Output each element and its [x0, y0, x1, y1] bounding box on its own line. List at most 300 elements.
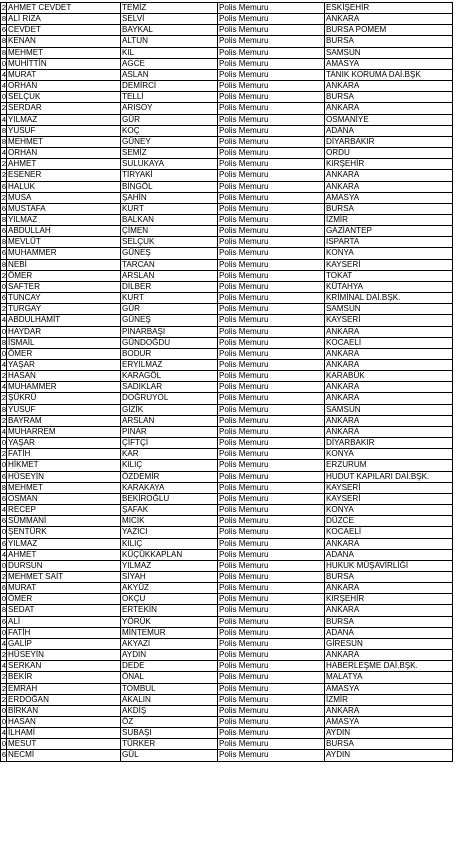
first-name-cell: ALİ — [7, 616, 121, 627]
title-cell: Polis Memuru — [218, 181, 325, 192]
location-cell: ANKARA — [325, 650, 453, 661]
first-name-cell: İLHAMİ — [7, 728, 121, 739]
row-number-cell: 0 — [1, 560, 6, 570]
first-name-cell: BİRKAN — [7, 705, 121, 716]
table-row — [1, 616, 453, 627]
table-row — [1, 259, 453, 270]
first-name-cell: YUSUF — [7, 125, 121, 136]
table-row — [1, 337, 453, 348]
title-cell: Polis Memuru — [218, 192, 325, 203]
table-row — [1, 114, 453, 125]
first-name-cell: MEHMET SAİT — [7, 571, 121, 582]
last-name-cell: MİNTEMUR — [121, 627, 218, 638]
row-number-cell: 0 — [1, 705, 6, 715]
location-cell: AYDIN — [325, 750, 453, 761]
last-name-cell: GÜL — [121, 750, 218, 761]
row-number-cell: 2 — [1, 192, 6, 202]
row-number-cell: 6 — [1, 25, 6, 35]
title-cell: Polis Memuru — [218, 393, 325, 404]
title-cell: Polis Memuru — [218, 583, 325, 594]
last-name-cell: GÜNDOĞDU — [121, 337, 218, 348]
title-cell: Polis Memuru — [218, 571, 325, 582]
row-number-cell: 4 — [1, 315, 6, 325]
last-name-cell: ÇİFTÇİ — [121, 438, 218, 449]
first-name-cell: NECMİ — [7, 750, 121, 761]
last-name-cell: ÖZ — [121, 717, 218, 728]
last-name-cell: YÖRÜK — [121, 616, 218, 627]
table-row — [1, 415, 453, 426]
first-name-cell: ORHAN — [7, 148, 121, 159]
table-row — [1, 371, 453, 382]
last-name-cell: PINAR — [121, 426, 218, 437]
title-cell: Polis Memuru — [218, 627, 325, 638]
table-row — [1, 214, 453, 225]
location-cell: KRİMİNAL DAİ.BŞK. — [325, 293, 453, 304]
location-cell: KONYA — [325, 505, 453, 516]
table-row — [1, 516, 453, 527]
last-name-cell: AYDIN — [121, 650, 218, 661]
last-name-cell: ARISOY — [121, 103, 218, 114]
first-name-cell: YAŞAR — [7, 360, 121, 371]
title-cell: Polis Memuru — [218, 438, 325, 449]
location-cell: DİYARBAKIR — [325, 136, 453, 147]
table-row — [1, 248, 453, 259]
last-name-cell: SADIKLAR — [121, 382, 218, 393]
first-name-cell: YILMAZ — [7, 214, 121, 225]
row-number-cell: 4 — [1, 549, 6, 559]
row-number-cell: 6 — [1, 750, 6, 760]
location-cell: ANKARA — [325, 181, 453, 192]
row-number-cell: 0 — [1, 739, 6, 749]
location-cell: KIRŞEHİR — [325, 594, 453, 605]
table-row — [1, 136, 453, 147]
first-name-cell: SELÇUK — [7, 92, 121, 103]
table-row — [1, 460, 453, 471]
row-number-cell: 2 — [1, 159, 6, 169]
title-cell: Polis Memuru — [218, 348, 325, 359]
row-number-cell: 4 — [1, 638, 6, 648]
first-name-cell: RECEP — [7, 505, 121, 516]
last-name-cell: DOĞRUYOL — [121, 393, 218, 404]
first-name-cell: CEVDET — [7, 25, 121, 36]
location-cell: BURSA — [325, 571, 453, 582]
row-number-cell: 2 — [1, 694, 6, 704]
location-cell: OSMANİYE — [325, 114, 453, 125]
last-name-cell: BİNGÖL — [121, 181, 218, 192]
first-name-cell: HASAN — [7, 371, 121, 382]
table-row — [1, 605, 453, 616]
title-cell: Polis Memuru — [218, 415, 325, 426]
first-name-cell: MUSTAFA — [7, 203, 121, 214]
last-name-cell: KURT — [121, 203, 218, 214]
last-name-cell: TOMBUL — [121, 683, 218, 694]
title-cell: Polis Memuru — [218, 404, 325, 415]
location-cell: MALATYA — [325, 672, 453, 683]
location-cell: TANIK KORUMA DAİ.BŞK — [325, 69, 453, 80]
table-row — [1, 81, 453, 92]
first-name-cell: ESENER — [7, 170, 121, 181]
first-name-cell: BEKİR — [7, 672, 121, 683]
row-number-cell: 2 — [1, 3, 6, 12]
title-cell: Polis Memuru — [218, 505, 325, 516]
title-cell: Polis Memuru — [218, 516, 325, 527]
title-cell: Polis Memuru — [218, 293, 325, 304]
last-name-cell: GÜNEY — [121, 136, 218, 147]
location-cell: ANKARA — [325, 326, 453, 337]
first-name-cell: SAFTER — [7, 281, 121, 292]
location-cell: ANKARA — [325, 170, 453, 181]
row-number-cell: 0 — [1, 460, 6, 470]
location-cell: ADANA — [325, 549, 453, 560]
location-cell: BURSA — [325, 92, 453, 103]
first-name-cell: YILMAZ — [7, 538, 121, 549]
title-cell: Polis Memuru — [218, 337, 325, 348]
location-cell: AMASYA — [325, 58, 453, 69]
location-cell: BURSA — [325, 739, 453, 750]
last-name-cell: ÇİMEN — [121, 226, 218, 237]
location-cell: ESKİŞEHİR — [325, 3, 453, 14]
title-cell: Polis Memuru — [218, 14, 325, 25]
table-row — [1, 226, 453, 237]
personnel-table-body — [1, 3, 453, 762]
table-row — [1, 192, 453, 203]
title-cell: Polis Memuru — [218, 460, 325, 471]
first-name-cell: TURGAY — [7, 304, 121, 315]
location-cell: DÜZCE — [325, 516, 453, 527]
table-row — [1, 404, 453, 415]
row-number-cell: 6 — [1, 493, 6, 503]
location-cell: KAYSERİ — [325, 315, 453, 326]
location-cell: ANKARA — [325, 382, 453, 393]
row-number-cell: 6 — [1, 248, 6, 258]
title-cell: Polis Memuru — [218, 315, 325, 326]
last-name-cell: KAR — [121, 449, 218, 460]
row-number-cell: 8 — [1, 47, 6, 57]
row-number-cell: 2 — [1, 415, 6, 425]
title-cell: Polis Memuru — [218, 125, 325, 136]
table-row — [1, 47, 453, 58]
table-row — [1, 705, 453, 716]
title-cell: Polis Memuru — [218, 426, 325, 437]
last-name-cell: DEDE — [121, 661, 218, 672]
title-cell: Polis Memuru — [218, 739, 325, 750]
first-name-cell: SERDAR — [7, 103, 121, 114]
location-cell: KOCAELİ — [325, 337, 453, 348]
location-cell: KOCAELİ — [325, 527, 453, 538]
last-name-cell: ARSLAN — [121, 415, 218, 426]
first-name-cell: AHMET — [7, 549, 121, 560]
table-row — [1, 650, 453, 661]
location-cell: ANKARA — [325, 426, 453, 437]
table-row — [1, 594, 453, 605]
row-number-cell: 6 — [1, 616, 6, 626]
title-cell: Polis Memuru — [218, 705, 325, 716]
first-name-cell: MEHMET — [7, 136, 121, 147]
table-row — [1, 449, 453, 460]
first-name-cell: ÖMER — [7, 594, 121, 605]
title-cell: Polis Memuru — [218, 103, 325, 114]
table-row — [1, 315, 453, 326]
table-row — [1, 627, 453, 638]
last-name-cell: KURT — [121, 293, 218, 304]
row-number-cell: 6 — [1, 293, 6, 303]
title-cell: Polis Memuru — [218, 750, 325, 761]
title-cell: Polis Memuru — [218, 136, 325, 147]
location-cell: ANKARA — [325, 14, 453, 25]
location-cell: AMASYA — [325, 192, 453, 203]
last-name-cell: GÜR — [121, 304, 218, 315]
last-name-cell: BEKİROĞLU — [121, 493, 218, 504]
row-number-cell: 8 — [1, 482, 6, 492]
last-name-cell: GÜNEŞ — [121, 315, 218, 326]
row-number-cell: 4 — [1, 505, 6, 515]
first-name-cell: HAYDAR — [7, 326, 121, 337]
first-name-cell: YILMAZ — [7, 114, 121, 125]
last-name-cell: SİYAH — [121, 571, 218, 582]
location-cell: ANKARA — [325, 538, 453, 549]
table-row — [1, 549, 453, 560]
location-cell: KIRŞEHİR — [325, 159, 453, 170]
table-row — [1, 148, 453, 159]
last-name-cell: ŞAFAK — [121, 505, 218, 516]
last-name-cell: YILMAZ — [121, 560, 218, 571]
last-name-cell: OKÇU — [121, 594, 218, 605]
last-name-cell: AKDİŞ — [121, 705, 218, 716]
last-name-cell: YAZICI — [121, 527, 218, 538]
table-row — [1, 583, 453, 594]
table-row — [1, 482, 453, 493]
title-cell: Polis Memuru — [218, 270, 325, 281]
first-name-cell: HALUK — [7, 181, 121, 192]
table-row — [1, 58, 453, 69]
title-cell: Polis Memuru — [218, 47, 325, 58]
row-number-cell: 8 — [1, 337, 6, 347]
row-number-cell: 6 — [1, 516, 6, 526]
last-name-cell: ARSLAN — [121, 270, 218, 281]
last-name-cell: KARAKAYA — [121, 482, 218, 493]
table-row — [1, 426, 453, 437]
location-cell: KAYSERİ — [325, 493, 453, 504]
last-name-cell: AKALIN — [121, 694, 218, 705]
title-cell: Polis Memuru — [218, 281, 325, 292]
location-cell: SAMSUN — [325, 404, 453, 415]
location-cell: ANKARA — [325, 348, 453, 359]
title-cell: Polis Memuru — [218, 471, 325, 482]
row-number-cell: 6 — [1, 471, 6, 481]
last-name-cell: BODUR — [121, 348, 218, 359]
first-name-cell: MEHMET — [7, 482, 121, 493]
title-cell: Polis Memuru — [218, 371, 325, 382]
table-row — [1, 92, 453, 103]
location-cell: HUKUK MÜŞAVİRLİĞİ — [325, 560, 453, 571]
first-name-cell: YUSUF — [7, 404, 121, 415]
row-number-cell: 2 — [1, 270, 6, 280]
last-name-cell: AKYÜZ — [121, 583, 218, 594]
first-name-cell: MUHARREM — [7, 426, 121, 437]
row-number-cell: 0 — [1, 527, 6, 537]
first-name-cell: HÜSEYİN — [7, 471, 121, 482]
table-row — [1, 560, 453, 571]
location-cell: DİYARBAKIR — [325, 438, 453, 449]
title-cell: Polis Memuru — [218, 36, 325, 47]
first-name-cell: FATİH — [7, 627, 121, 638]
row-number-cell: 0 — [1, 348, 6, 358]
row-number-cell: 8 — [1, 136, 6, 146]
row-number-cell: 4 — [1, 360, 6, 369]
first-name-cell: AHMET CEVDET — [7, 3, 121, 14]
row-number-cell: 8 — [1, 237, 6, 247]
last-name-cell: BALKAN — [121, 214, 218, 225]
last-name-cell: DEMİRCİ — [121, 81, 218, 92]
table-row — [1, 694, 453, 705]
personnel-table — [0, 2, 453, 762]
first-name-cell: KENAN — [7, 36, 121, 47]
location-cell: ANKARA — [325, 103, 453, 114]
location-cell: ANKARA — [325, 393, 453, 404]
location-cell: KÜTAHYA — [325, 281, 453, 292]
table-row — [1, 527, 453, 538]
last-name-cell: KIL — [121, 47, 218, 58]
first-name-cell: ŞÜKRÜ — [7, 393, 121, 404]
table-row — [1, 14, 453, 25]
last-name-cell: KÜÇÜKKAPLAN — [121, 549, 218, 560]
first-name-cell: OSMAN — [7, 493, 121, 504]
last-name-cell: PINARBAŞI — [121, 326, 218, 337]
title-cell: Polis Memuru — [218, 493, 325, 504]
last-name-cell: BAYKAL — [121, 25, 218, 36]
row-number-cell: 2 — [1, 393, 6, 403]
row-number-cell: 6 — [1, 226, 6, 236]
row-number-cell: 2 — [1, 304, 6, 314]
row-number-cell: 8 — [1, 404, 6, 414]
title-cell: Polis Memuru — [218, 304, 325, 315]
title-cell: Polis Memuru — [218, 148, 325, 159]
first-name-cell: EMRAH — [7, 683, 121, 694]
last-name-cell: GÜNEŞ — [121, 248, 218, 259]
first-name-cell: TUNCAY — [7, 293, 121, 304]
location-cell: SAMSUN — [325, 47, 453, 58]
title-cell: Polis Memuru — [218, 326, 325, 337]
table-row — [1, 281, 453, 292]
table-row — [1, 493, 453, 504]
location-cell: KONYA — [325, 248, 453, 259]
first-name-cell: SÜMMANİ — [7, 516, 121, 527]
row-number-cell: 6 — [1, 203, 6, 213]
title-cell: Polis Memuru — [218, 717, 325, 728]
title-cell: Polis Memuru — [218, 527, 325, 538]
last-name-cell: ÖZDEMİR — [121, 471, 218, 482]
last-name-cell: TEMİZ — [121, 3, 218, 14]
last-name-cell: SULUKAYA — [121, 159, 218, 170]
location-cell: KAYSERİ — [325, 259, 453, 270]
first-name-cell: HİKMET — [7, 460, 121, 471]
last-name-cell: MICIK — [121, 516, 218, 527]
last-name-cell: TELLİ — [121, 92, 218, 103]
last-name-cell: AKYAZI — [121, 638, 218, 649]
location-cell: ADANA — [325, 627, 453, 638]
table-row — [1, 237, 453, 248]
title-cell: Polis Memuru — [218, 25, 325, 36]
location-cell: ANKARA — [325, 415, 453, 426]
location-cell: TOKAT — [325, 270, 453, 281]
last-name-cell: SELVİ — [121, 14, 218, 25]
last-name-cell: SEMİZ — [121, 148, 218, 159]
title-cell: Polis Memuru — [218, 382, 325, 393]
first-name-cell: DURSUN — [7, 560, 121, 571]
first-name-cell: BAYRAM — [7, 415, 121, 426]
title-cell: Polis Memuru — [218, 538, 325, 549]
location-cell: BURSA — [325, 203, 453, 214]
first-name-cell: MUSA — [7, 192, 121, 203]
row-number-cell: 0 — [1, 594, 6, 604]
location-cell: İZMİR — [325, 694, 453, 705]
table-row — [1, 25, 453, 36]
title-cell: Polis Memuru — [218, 259, 325, 270]
first-name-cell: MUHAMMER — [7, 248, 121, 259]
first-name-cell: MUHAMMER — [7, 382, 121, 393]
table-row — [1, 750, 453, 761]
table-row — [1, 203, 453, 214]
table-row — [1, 393, 453, 404]
row-number-cell: 0 — [1, 717, 6, 726]
last-name-cell: KARAGÖL — [121, 371, 218, 382]
last-name-cell: TÜRKER — [121, 739, 218, 750]
location-cell: KONYA — [325, 449, 453, 460]
title-cell: Polis Memuru — [218, 560, 325, 571]
row-number-cell: 4 — [1, 114, 6, 124]
location-cell: ERZURUM — [325, 460, 453, 471]
last-name-cell: ERYILMAZ — [121, 360, 218, 371]
row-number-cell: 0 — [1, 326, 6, 336]
row-number-cell: 0 — [1, 627, 6, 637]
title-cell: Polis Memuru — [218, 694, 325, 705]
first-name-cell: AHMET — [7, 159, 121, 170]
last-name-cell: GİZİK — [121, 404, 218, 415]
row-number-cell: 4 — [1, 69, 6, 79]
title-cell: Polis Memuru — [218, 69, 325, 80]
location-cell: BURSA — [325, 36, 453, 47]
first-name-cell: İSMAİL — [7, 337, 121, 348]
table-row — [1, 3, 453, 14]
row-number-cell: 0 — [1, 438, 6, 448]
last-name-cell: ASLAN — [121, 69, 218, 80]
last-name-cell: SUBAŞI — [121, 728, 218, 739]
location-cell: ANKARA — [325, 360, 453, 371]
last-name-cell: KOÇ — [121, 125, 218, 136]
title-cell: Polis Memuru — [218, 638, 325, 649]
table-row — [1, 36, 453, 47]
row-number-cell: 2 — [1, 571, 6, 581]
table-row — [1, 728, 453, 739]
title-cell: Polis Memuru — [218, 81, 325, 92]
last-name-cell: ERTEKİN — [121, 605, 218, 616]
row-number-cell: 8 — [1, 125, 6, 135]
first-name-cell: MUHİTTİN — [7, 58, 121, 69]
last-name-cell: DİLBER — [121, 281, 218, 292]
title-cell: Polis Memuru — [218, 114, 325, 125]
table-row — [1, 505, 453, 516]
first-name-cell: HÜSEYİN — [7, 650, 121, 661]
location-cell: BURSA — [325, 616, 453, 627]
row-number-cell: 2 — [1, 683, 6, 693]
title-cell: Polis Memuru — [218, 3, 325, 14]
table-row — [1, 538, 453, 549]
table-row — [1, 181, 453, 192]
last-name-cell: ÖNAL — [121, 672, 218, 683]
title-cell: Polis Memuru — [218, 605, 325, 616]
title-cell: Polis Memuru — [218, 360, 325, 371]
table-row — [1, 170, 453, 181]
